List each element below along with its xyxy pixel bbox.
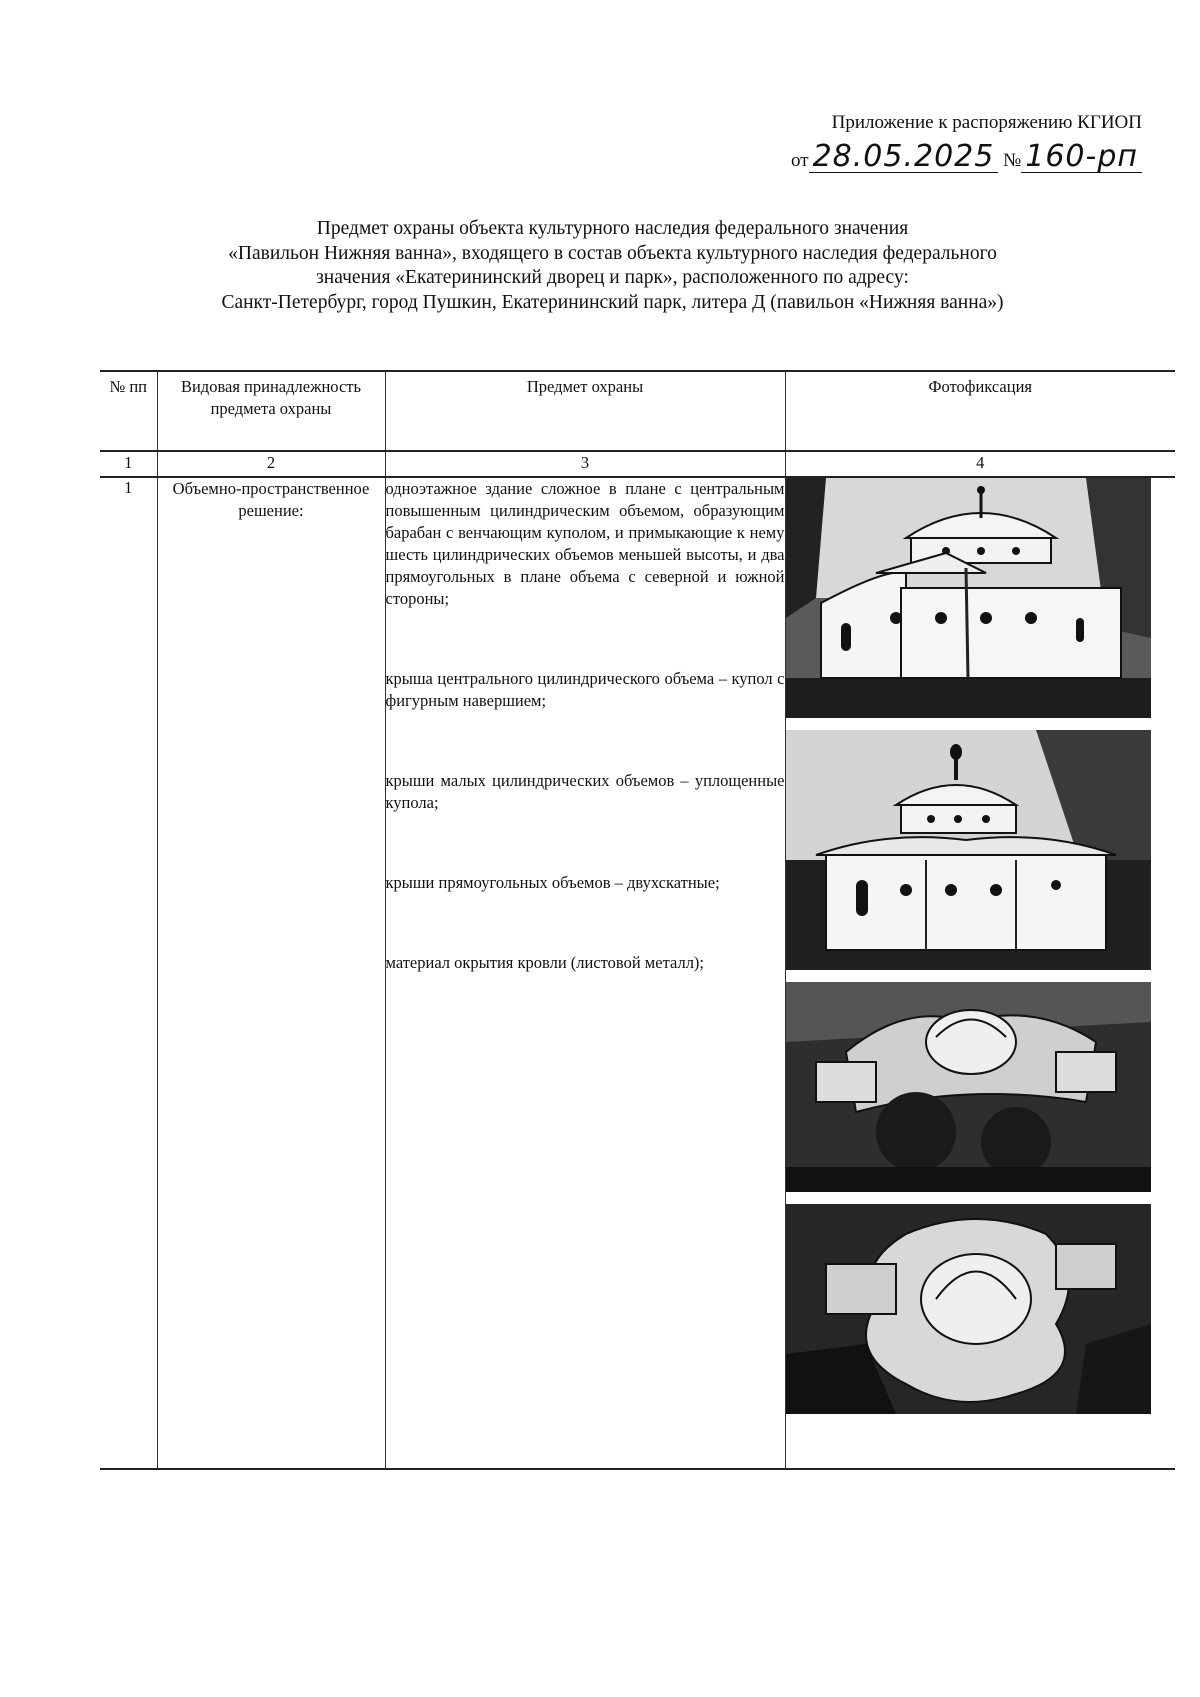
row-number: 1 <box>100 477 157 1469</box>
aerial-photo-2-image <box>786 1204 1151 1414</box>
row-subject <box>385 477 785 1469</box>
subject-item: крыши прямоугольных объемов – двухскатные; <box>385 873 720 892</box>
title-line-4: Санкт-Петербург, город Пушкин, Екатерининский парк, литера Д (павильон «Нижняя ванна») <box>221 291 1004 313</box>
aerial-photo-1-image <box>786 982 1151 1192</box>
annex-date-line <box>791 139 1142 174</box>
title-line-3: значения «Екатерининский дворец и парк», расположенного по адресу: <box>316 267 909 288</box>
protection-table <box>100 370 1175 1470</box>
aerial-photo-1 <box>786 982 1151 1192</box>
annex-date: 28.05.2025 <box>809 142 999 173</box>
subject-item: одноэтажное здание сложное в плане с центральным повышенным цилиндрическим объемом, образующим барабан с венчающим куполом, и примыкающие к нему шесть цилиндрических объемов меньшей высоты, и два прямоугольных в плане объема с северной и южной стороны; <box>385 479 785 608</box>
title-line-2: «Павильон Нижняя ванна», входящего в состав объекта культурного наследия федерального <box>228 242 997 264</box>
pavilion-photo-2 <box>786 730 1151 970</box>
pavilion-photo-1-image <box>786 478 1151 718</box>
column-number: 1 <box>100 451 157 477</box>
column-number-row <box>100 451 1175 477</box>
column-number: 4 <box>785 451 1175 477</box>
column-number: 3 <box>385 451 785 477</box>
table-header-row <box>100 371 1175 451</box>
pavilion-photo-2-image <box>786 730 1151 970</box>
annex-header <box>791 112 1142 173</box>
title-line-1: Предмет охраны объекта культурного наследия федерального значения <box>316 218 909 239</box>
annex-from-label: от <box>791 150 809 171</box>
header-kind: Видовая принадлежность предмета охраны <box>157 371 385 451</box>
annex-title: Приложение к распоряжению КГИОП <box>831 112 1142 133</box>
table-row <box>100 477 1175 1469</box>
header-num: № пп <box>100 371 157 451</box>
aerial-photo-2 <box>786 1204 1151 1414</box>
document-title <box>150 217 1075 315</box>
pavilion-photo-1 <box>786 478 1151 718</box>
subject-item: материал окрытия кровли (листовой металл); <box>385 953 705 972</box>
annex-number: 160-рп <box>1021 142 1142 173</box>
row-kind: Объемно-пространственное решение: <box>157 477 385 1469</box>
subject-item: крыша центрального цилиндрического объема – купол с фигурным навершием; <box>385 669 785 710</box>
annex-number-sign: № <box>1003 150 1022 171</box>
subject-item: крыши малых цилиндрических объемов – уплощенные купола; <box>385 771 785 812</box>
row-photos <box>785 477 1175 1469</box>
header-photo: Фотофиксация <box>785 371 1175 451</box>
column-number: 2 <box>157 451 385 477</box>
header-subject: Предмет охраны <box>385 371 785 451</box>
